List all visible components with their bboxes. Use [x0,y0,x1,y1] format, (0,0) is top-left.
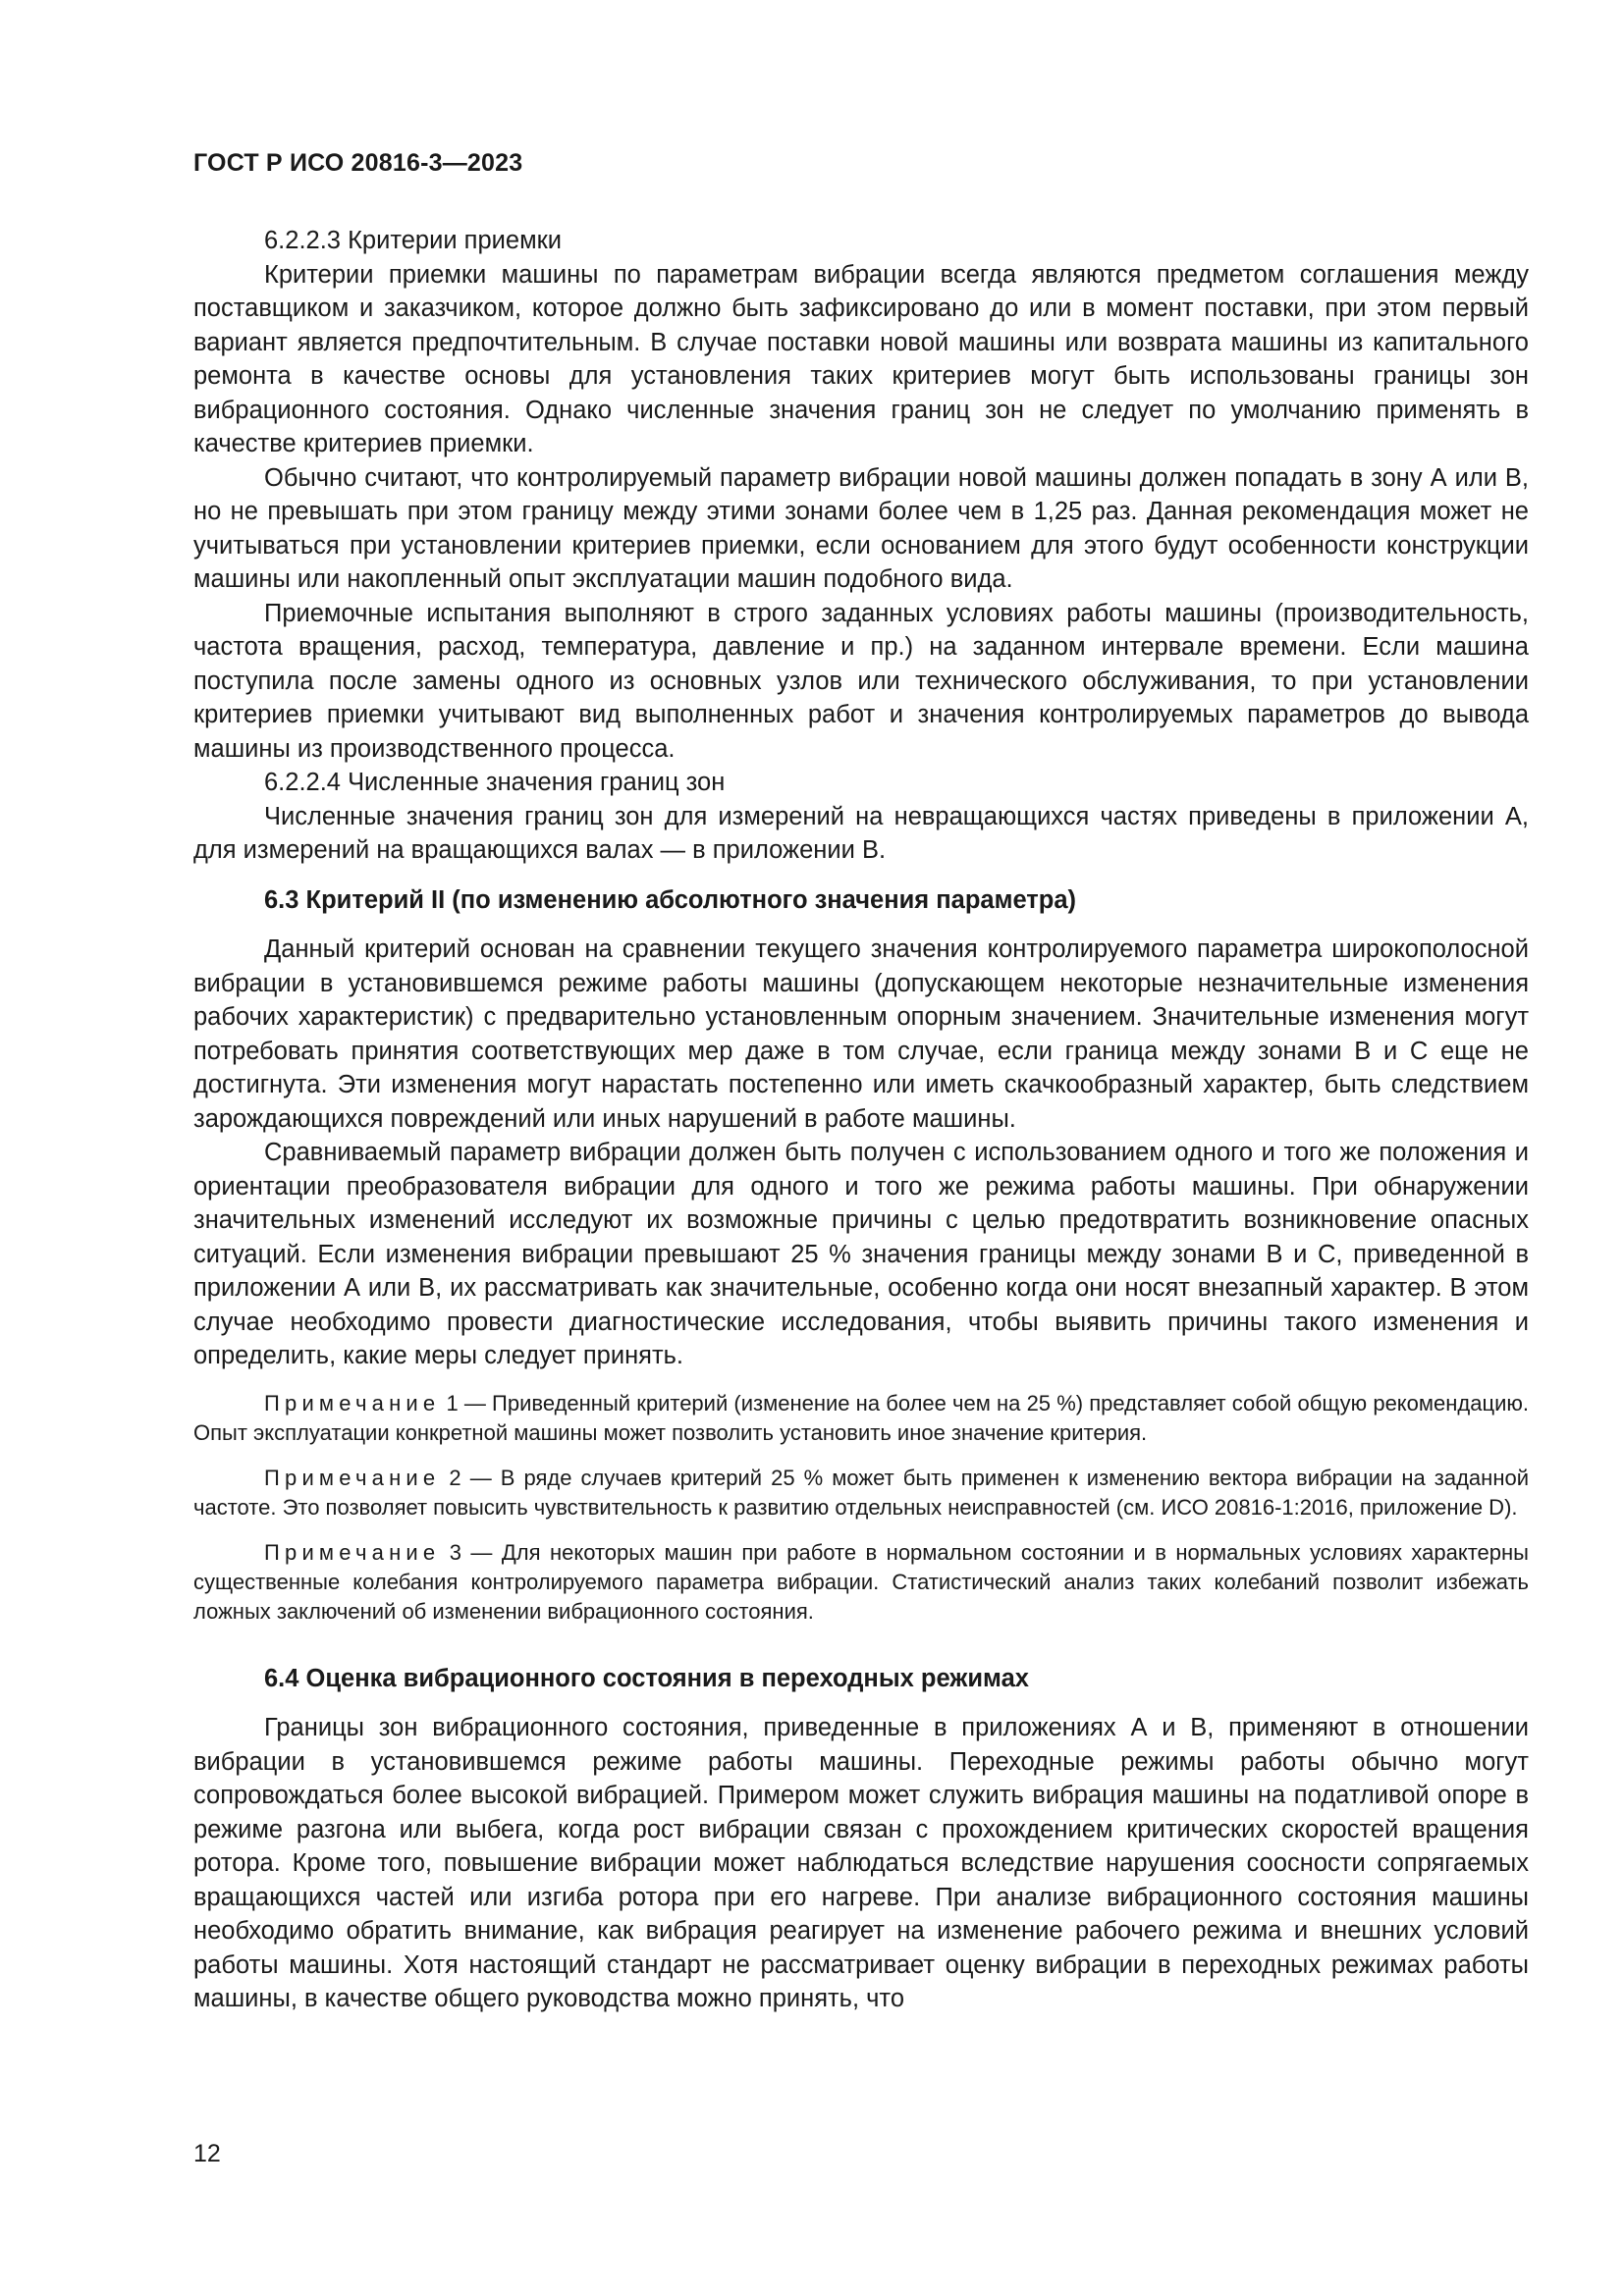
paragraph: Критерии приемки машины по параметрам вибрации всегда являются предметом соглашения между поставщиком и заказчиком, которое должно быть зафиксировано до или в момент поставки, при этом первый вариант является предпочтительным. В случае поставки новой машины или возврата машины из капитального ремонта в качестве основы для установления таких критериев могут быть использованы границы зон вибрационного состояния. Однако численные значения границ зон не следует по умолчанию применять в качестве критериев приемки. [193,260,1529,457]
document-body [193,224,1529,2016]
note-label: Примечание [264,1465,441,1490]
note-text: 3 — Для некоторых машин при работе в нормальном состоянии и в нормальных условиях характерны существенные колебания контролируемого параметра вибрации. Статистический анализ таких колебаний позволит избежать ложных заключений об изменении вибрационного состояния. [193,1539,1529,1624]
clause-title-6-2-2-4: 6.2.2.4 Численные значения границ зон [264,769,726,796]
note-2 [193,1464,1529,1522]
paragraph: Обычно считают, что контролируемый параметр вибрации новой машины должен попадать в зону А или В, но не превышать при этом границу между этими зонами более чем в 1,25 раз. Данная рекомендация может не учитываться при установлении критериев приемки, если основанием для этого будут особенности конструкции машины или накопленный опыт эксплуатации машин подобного вида. [193,463,1529,593]
spacer [193,1448,1529,1464]
note-text: 1 — Приведенный критерий (изменение на более чем на 25 %) представляет собой общую рекомендацию. Опыт эксплуатации конкретной машины может позволить установить иное значение критерия. [193,1390,1529,1445]
spacer [193,1627,1529,1662]
section-heading-6-4: 6.4 Оценка вибрационного состояния в переходных режимах [264,1664,1029,1692]
paragraph: Данный критерий основан на сравнении текущего значения контролируемого параметра широкополосной вибрации в установившемся режиме работы машины (допускающем некоторые незначительные изменения рабочих характеристик) с предварительно установленным опорным значением. Значительные изменения могут потребовать принятия соответствующих мер даже в том случае, если граница между зонами В и С еще не достигнута. Эти изменения могут нарастать постепенно или иметь скачкообразный характер, быть следствием зарождающихся повреждений или иных нарушений в работе машины. [193,935,1529,1133]
spacer [193,1373,1529,1389]
section-heading-6-3: 6.3 Критерий II (по изменению абсолютного значения параметра) [264,885,1077,914]
note-label: Примечание [264,1539,441,1565]
paragraph: Границы зон вибрационного состояния, приведенные в приложениях А и В, применяют в отношении вибрации в установившемся режиме работы машины. Переходные режимы работы обычно могут сопровождаться более высокой вибрацией. Примером может служить вибрация машины на податливой опоре в режиме разгона или выбега, когда рост вибрации связан с прохождением критических скоростей вращения ротора. Кроме того, повышение вибрации может наблюдаться вследствие нарушения соосности сопрягаемых вращающихся частей или изгиба ротора при его нагреве. При анализе вибрационного состояния машины необходимо обратить внимание, как вибрация реагирует на изменение рабочего режима и внешних условий работы машины. Хотя настоящий стандарт не рассматривает оценку вибрации в переходных режимах работы машины, в качестве общего руководства можно принять, что [193,1714,1529,2012]
note-3 [193,1538,1529,1627]
document-id-header: ГОСТ Р ИСО 20816-3—2023 [193,149,523,177]
spacer [193,1522,1529,1538]
paragraph: Приемочные испытания выполняют в строго заданных условиях работы машины (производительность, частота вращения, расход, температура, давление и пр.) на заданном интервале времени. Если машина поступила после замены одного из основных узлов или технического обслуживания, то при установлении критериев приемки учитывают вид выполненных работ и значения контролируемых параметров до вывода машины из производственного процесса. [193,599,1529,763]
spacer [193,917,1529,933]
note-label: Примечание [264,1390,441,1415]
paragraph: Сравниваемый параметр вибрации должен быть получен с использованием одного и того же положения и ориентации преобразователя вибрации для одного и того же режима работы машины. При обнаружении значительных изменений исследуют их возможные причины с целью предотвратить возникновение опасных ситуаций. Если изменения вибрации превышают 25 % значения границы между зонами В и С, приведенной в приложении А или В, их рассматривать как значительные, особенно когда они носят внезапный характер. В этом случае необходимо провести диагностические исследования, чтобы выявить причины такого изменения и определить, какие меры следует принять. [193,1139,1529,1369]
paragraph: Численные значения границ зон для измерений на невращающихся частях приведены в приложении А, для измерений на вращающихся валах — в приложении В. [193,802,1529,864]
spacer [193,868,1529,883]
clause-title-6-2-2-3: 6.2.2.3 Критерии приемки [264,227,563,254]
page-number: 12 [193,2140,221,2167]
spacer [193,1695,1529,1711]
note-text: 2 — В ряде случаев критерий 25 % может быть применен к изменению вектора вибрации на заданной частоте. Это позволяет повысить чувствительность к развитию отдельных неисправностей (см. ИСО 20816-1:2016, приложение D). [193,1465,1529,1520]
note-1 [193,1389,1529,1448]
